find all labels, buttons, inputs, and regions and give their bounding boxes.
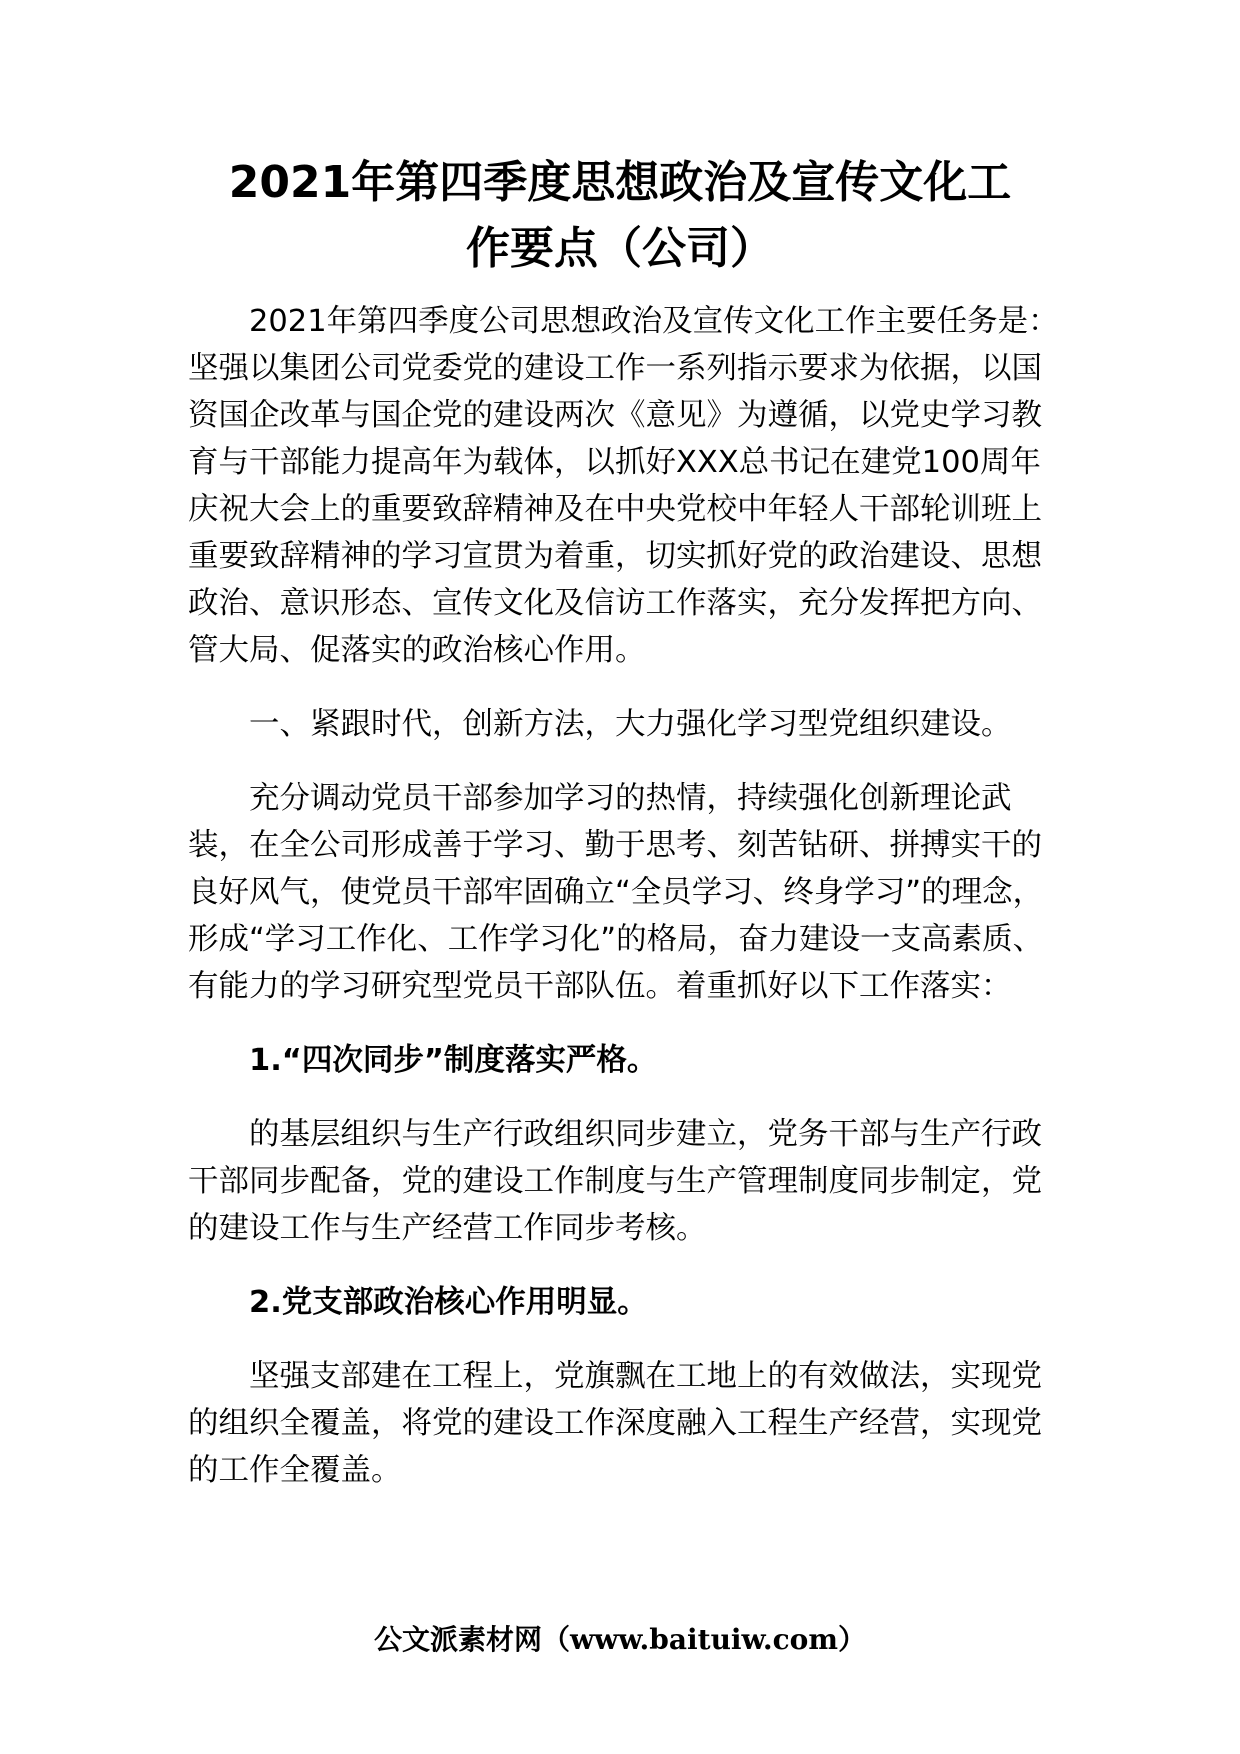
subheading-2-paragraph: 坚强支部建在工程上，党旗飘在工地上的有效做法，实现党的组织全覆盖，将党的建设工作深度融入工程生产经营，实现党的工作全覆盖。: [188, 1359, 1042, 1488]
section-1-paragraph: 充分调动党员干部参加学习的热情，持续强化创新理论武装，在全公司形成善于学习、勤于思考、刻苦钻研、拼搏实干的良好风气，使党员干部牢固确立“全员学习、终身学习”的理念，形成“学习工作化、工作学习化”的格局，奋力建设一支高素质、有能力的学习研究型党员干部队伍。着重抓好以下工作落实：: [188, 781, 1044, 1004]
subheading-1: 1.“四次同步”制度落实严格。: [249, 1043, 658, 1078]
intro-paragraph: 2021年第四季度公司思想政治及宣传文化工作主要任务是：坚强以集团公司党委党的建设工作一系列指示要求为依据，以国资国企改革与国企党的建设两次《意见》为遵循，以党史学习教育与干部能力提高年为载体，以抓好XXX总书记在建党100周年庆祝大会上的重要致辞精神及在中央党校中年轻人干部轮训班上重要致辞精神的学习宣贯为着重，切实抓好党的政治建设、思想政治、意识形态、宣传文化及信访工作落实，充分发挥把方向、管大局、促落实的政治核心作用。: [188, 304, 1059, 668]
document-title-line-1: 2021年第四季度思想政治及宣传文化工: [228, 157, 1012, 208]
document-body: [188, 298, 1068, 1494]
subheading-2: 2.党支部政治核心作用明显。: [249, 1285, 648, 1320]
subheading-1-paragraph: 的基层组织与生产行政组织同步建立，党务干部与生产行政干部同步配备，党的建设工作制度与生产管理制度同步制定，党的建设工作与生产经营工作同步考核。: [188, 1117, 1042, 1246]
document-title-line-2: 作要点（公司）: [466, 223, 774, 274]
section-heading-1: 一、紧跟时代，创新方法，大力强化学习型党组织建设。: [249, 707, 1012, 742]
footer-watermark: 公文派素材网（www.baituiw.com）: [374, 1623, 866, 1656]
